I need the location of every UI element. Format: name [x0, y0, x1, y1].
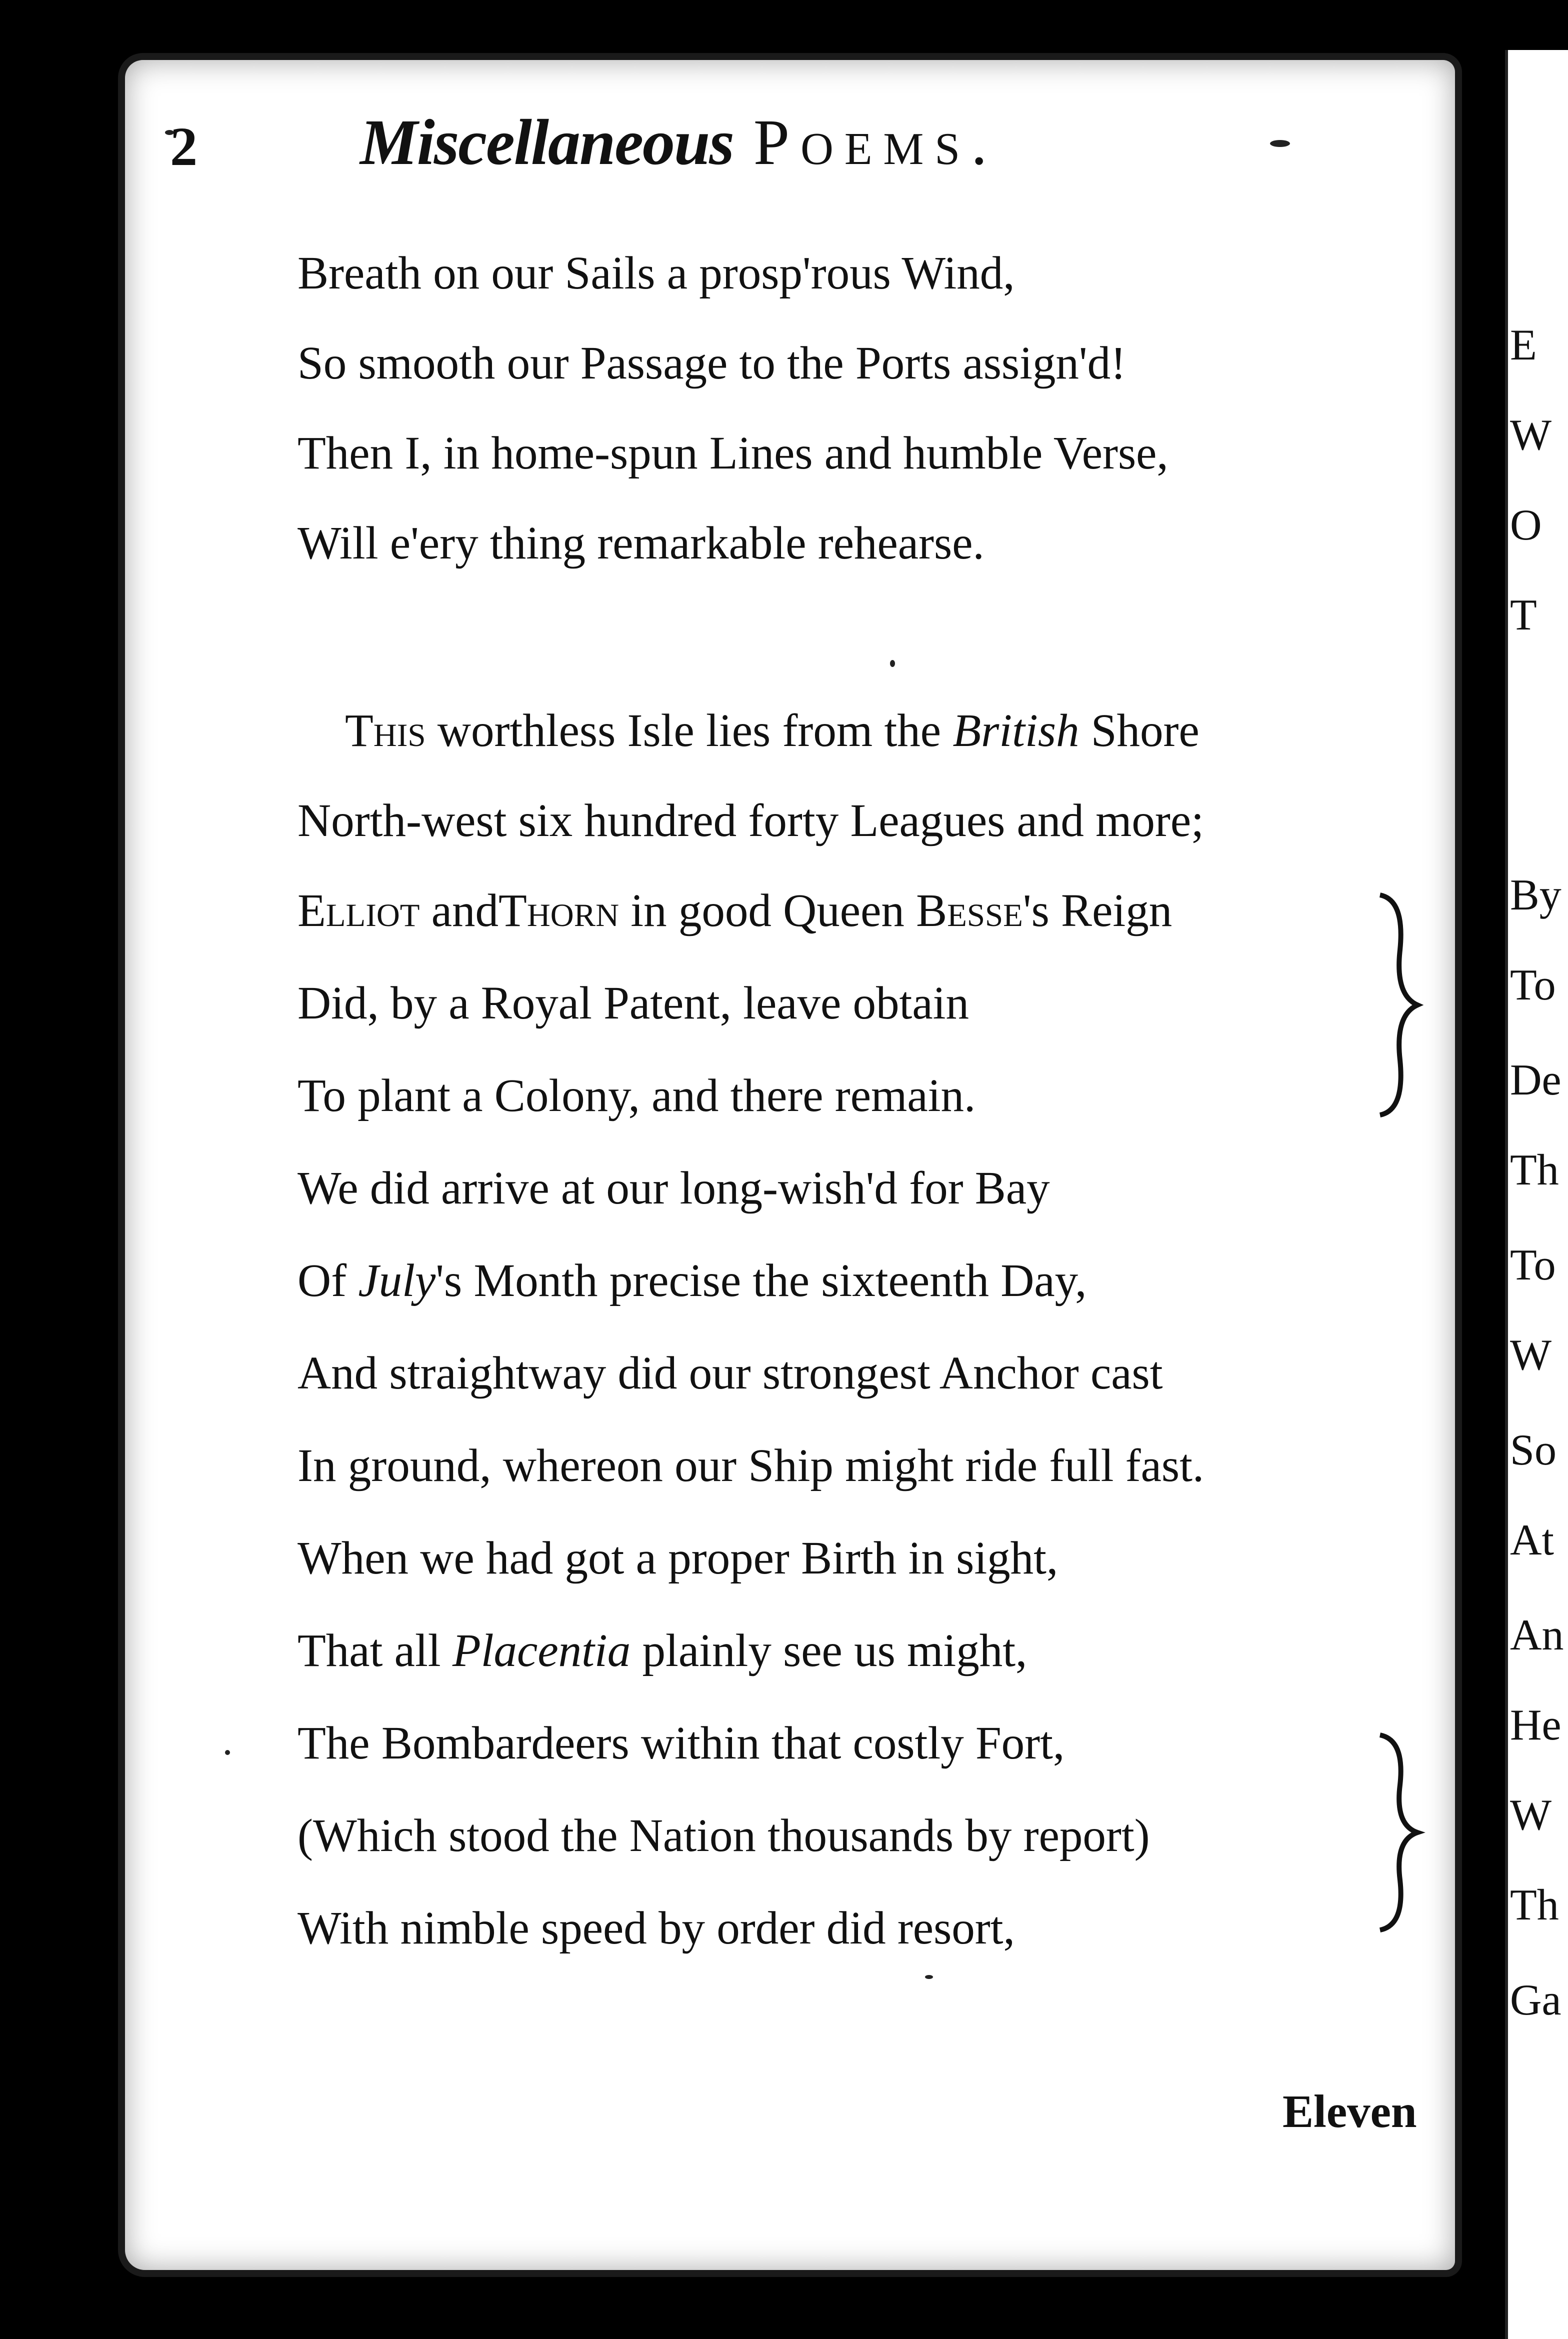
poem-line: Did, by a Royal Patent, leave obtain: [298, 978, 970, 1029]
poem-line: Then I, in home-spun Lines and humble Verse,: [298, 428, 1168, 479]
word-of: Of: [298, 1255, 347, 1306]
adjacent-page-fragment: Ga: [1510, 1976, 1562, 2024]
poem-line: [298, 885, 1172, 936]
catchword: Eleven: [1282, 2086, 1417, 2138]
adjacent-page-strip: [1505, 50, 1568, 2339]
page-number: 2: [170, 116, 198, 177]
adjacent-page-fragment: To: [1510, 1241, 1556, 1290]
adjacent-page-fragment: De: [1510, 1056, 1562, 1104]
adjacent-page-fragment: T: [1510, 591, 1537, 640]
adjacent-page-fragment: At: [1510, 1516, 1554, 1564]
poem-line: [298, 1255, 1087, 1306]
name-thorn: Thorn: [498, 885, 620, 936]
name-besse: Besse: [916, 885, 1023, 936]
poem-line: (Which stood the Nation thousands by report): [298, 1810, 1150, 1862]
line-text: plainly see us might,: [642, 1625, 1028, 1676]
poem-line: [298, 1625, 1028, 1676]
ink-speck: [225, 1750, 230, 1755]
ink-speck: [925, 1975, 933, 1979]
line-text: 's Reign: [1022, 885, 1172, 936]
word-and: and: [431, 885, 499, 936]
adjacent-page-fragment: W: [1510, 1331, 1552, 1380]
adjacent-page-fragment: An: [1510, 1611, 1564, 1660]
adjacent-page-fragment: E: [1510, 321, 1537, 370]
poem-line: When we had got a proper Birth in sight,: [298, 1532, 1058, 1584]
word-this: This: [345, 705, 426, 756]
adjacent-page-fragment: W: [1510, 1791, 1552, 1840]
adjacent-page-fragment: To: [1510, 961, 1556, 1010]
name-elliot: Elliot: [298, 885, 420, 936]
word-british: British: [952, 705, 1080, 756]
line-text: worthless Isle lies from the: [437, 705, 942, 756]
poem-line: In ground, whereon our Ship might ride full fast.: [298, 1440, 1204, 1492]
adjacent-page-fragment: By: [1510, 871, 1562, 920]
adjacent-page-fragment: Th: [1510, 1146, 1559, 1194]
poem-line: Will e'ery thing remarkable rehearse.: [298, 518, 984, 569]
triplet-brace: [1370, 1730, 1430, 1935]
poem-line: [345, 705, 1200, 756]
adjacent-page-fragment: O: [1510, 501, 1542, 550]
running-head: [360, 105, 998, 180]
running-head-title-caps: Poems.: [753, 106, 998, 178]
poem-line: We did arrive at our long-wish'd for Bay: [298, 1162, 1050, 1214]
poem-line: The Bombardeers within that costly Fort,: [298, 1718, 1065, 1769]
adjacent-page-fragment: So: [1510, 1426, 1556, 1474]
poem-line: And straightway did our strongest Anchor cast: [298, 1348, 1163, 1399]
line-text: in good Queen: [630, 885, 904, 936]
word-shore: Shore: [1090, 705, 1200, 756]
word-placentia: Placentia: [452, 1625, 631, 1676]
poem-line: North-west six hundred forty Leagues and more;: [298, 795, 1204, 846]
poem-line: With nimble speed by order did resort,: [298, 1902, 1015, 1954]
ink-speck: [1270, 140, 1290, 147]
running-head-title-italic: Miscellaneous: [360, 106, 734, 178]
adjacent-page-fragment: Th: [1510, 1881, 1559, 1930]
poem-line: Breath on our Sails a prosp'rous Wind,: [298, 248, 1015, 299]
ink-speck: [890, 660, 895, 667]
poem-line: So smooth our Passage to the Ports assign'd!: [298, 338, 1126, 389]
adjacent-page-fragment: He: [1510, 1701, 1562, 1750]
line-text: 's Month precise the sixteenth Day,: [436, 1255, 1087, 1306]
triplet-brace: [1370, 890, 1430, 1120]
word-july: July: [358, 1255, 436, 1306]
adjacent-page-fragment: W: [1510, 411, 1552, 460]
poem-line: To plant a Colony, and there remain.: [298, 1070, 976, 1122]
line-text: That all: [298, 1625, 441, 1676]
